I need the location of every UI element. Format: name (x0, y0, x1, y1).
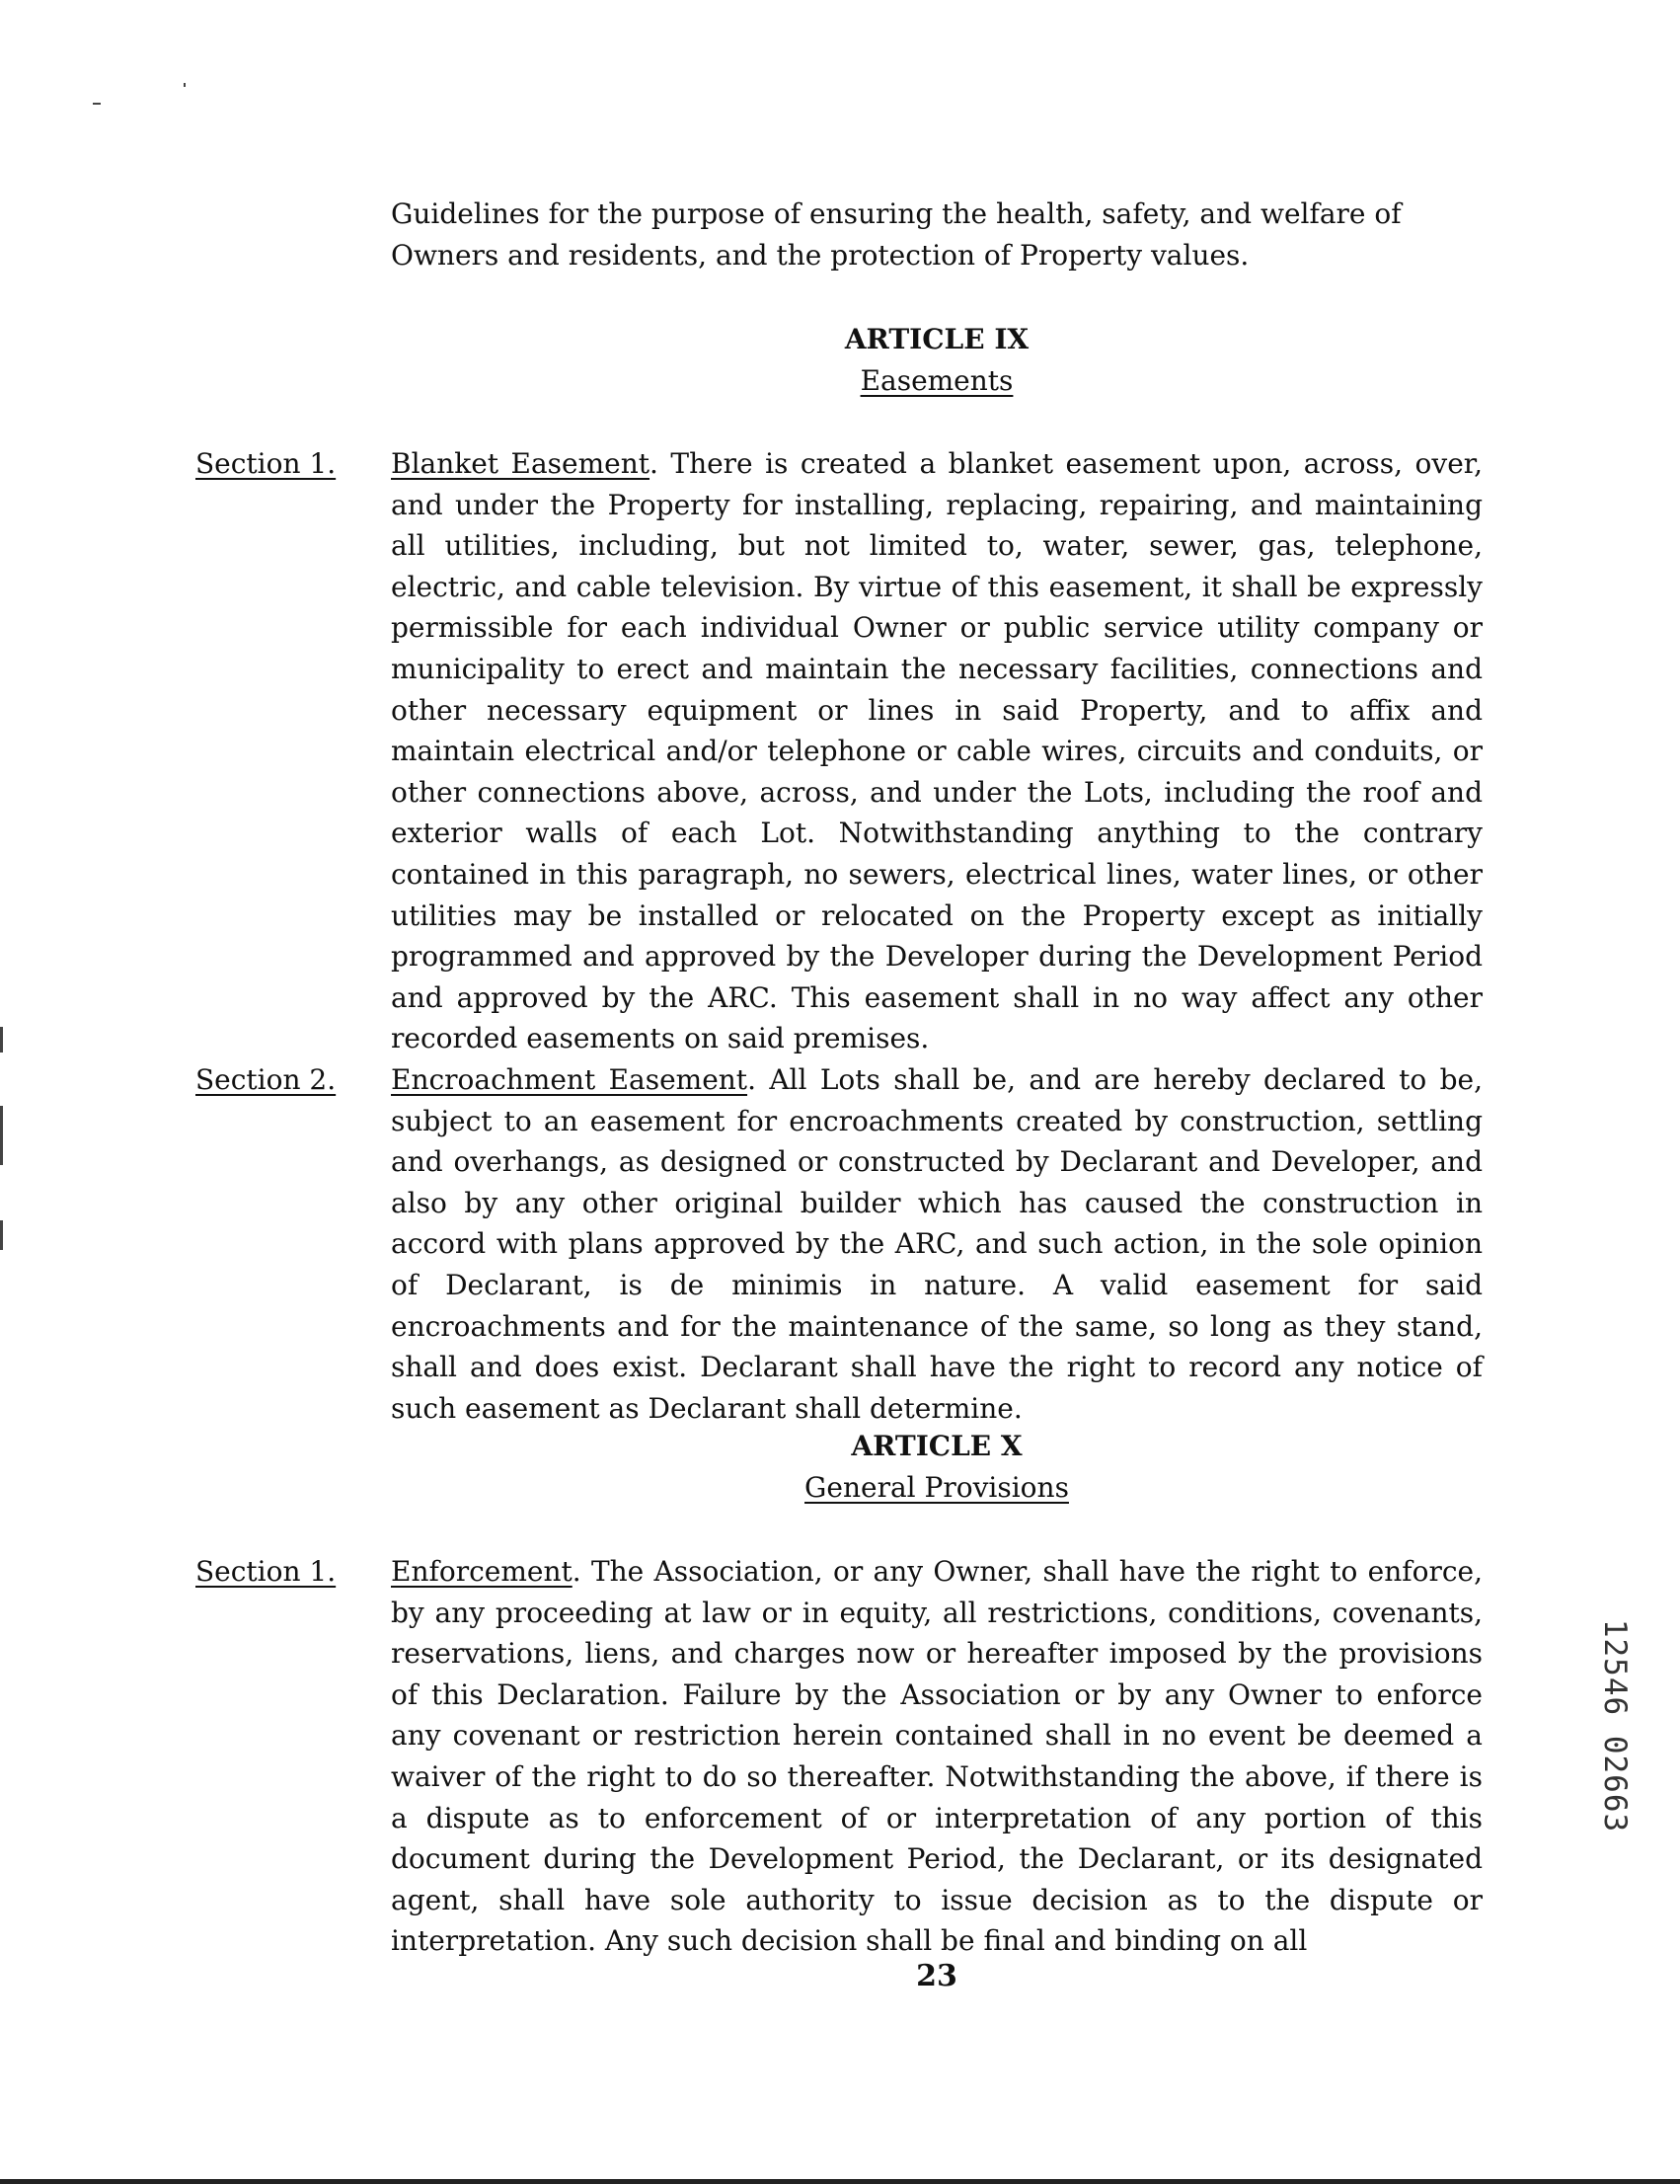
article-ix-section-1-label: Section 1. (195, 447, 337, 480)
article-ix-section-2-label: Section 2. (195, 1063, 337, 1096)
article-x-section-1-label: Section 1. (195, 1555, 337, 1588)
left-edge-mark (0, 1027, 3, 1053)
scan-bottom-border (0, 2179, 1680, 2184)
article-ix-section-1-paragraph (391, 443, 1483, 1059)
scan-speck (184, 83, 186, 87)
article-ix-section-2-paragraph (391, 1059, 1483, 1429)
article-x-section-1-paragraph (391, 1551, 1483, 1962)
article-x-title: ARTICLE X (851, 1430, 1023, 1462)
article-ix-section-2-heading: Encroachment Easement (391, 1063, 748, 1096)
article-ix-title: ARTICLE IX (844, 323, 1030, 355)
article-ix-section-1-body: . There is created a blanket easement upon, across, over, and under the Property for installing, replacing, repairing, and maintaining all utilities, including, but not limited to, water, sewer, gas, telephone, electric, and cable television. By virtue of this easement, it shall be expressly permissible for each individual Owner or public service utility company or municipality to erect and maintain the necessary facilities, connections and other necessary equipment or lines in said Property, and to affix and maintain electrical and/or telephone or cable wires, circuits and conduits, or other connections above, across, and under the Lots, including the roof and exterior walls of each Lot. Notwithstanding anything to the contrary contained in this paragraph, no sewers, electrical lines, water lines, or other utilities may be installed or relocated on the Property except as initially programmed and approved by the Developer during the Development Period and approved by the ARC. This easement shall in no way affect any other recorded easements on said premises. (391, 447, 1483, 1055)
left-edge-mark (0, 1220, 3, 1250)
article-x-subtitle: General Provisions (804, 1471, 1069, 1504)
article-ix-section-1-heading: Blanket Easement (391, 447, 650, 480)
article-x-heading (391, 1426, 1483, 1509)
intro-paragraph: Guidelines for the purpose of ensuring the health, safety, and welfare of Owners and residents, and the protection of Property values. (391, 197, 1402, 272)
left-edge-mark (0, 1106, 3, 1165)
page-number: 23 (916, 1959, 957, 1993)
article-ix-subtitle: Easements (860, 364, 1014, 397)
article-ix-heading (391, 319, 1483, 402)
scan-speck (93, 103, 101, 105)
article-x-section-1-body: . The Association, or any Owner, shall have the right to enforce, by any proceeding at law or in equity, all restrictions, conditions, covenants, reservations, liens, and charges now or hereafter imposed by the provisions of this Declaration. Failure by the Association or by any Owner to enforce any covenant or restriction herein contained shall in no event be deemed a waiver of the right to do so thereafter. Notwithstanding the above, if there is a dispute as to enforcement of or interpretation of any portion of this document during the Development Period, the Declarant, or its designated agent, shall have sole authority to issue decision as to the dispute or interpretation. Any such decision shall be final and binding on all (391, 1555, 1483, 1958)
recording-stamp-text: 12546 02663 (1597, 1618, 1633, 1833)
article-x-section-1-heading: Enforcement (391, 1555, 573, 1588)
recording-stamp (1595, 1594, 1635, 1858)
article-ix-section-2-body: . All Lots shall be, and are hereby declared to be, subject to an easement for encroachments created by construction, settling and overhangs, as designed or constructed by Declarant and Developer, and also by any other original builder which has caused the construction in accord with plans approved by the ARC, and such action, in the sole opinion of Declarant, is de minimis in nature. A valid easement for said encroachments and for the maintenance of the same, so long as they stand, shall and does exist. Declarant shall have the right to record any notice of such easement as Declarant shall determine. (391, 1063, 1483, 1425)
